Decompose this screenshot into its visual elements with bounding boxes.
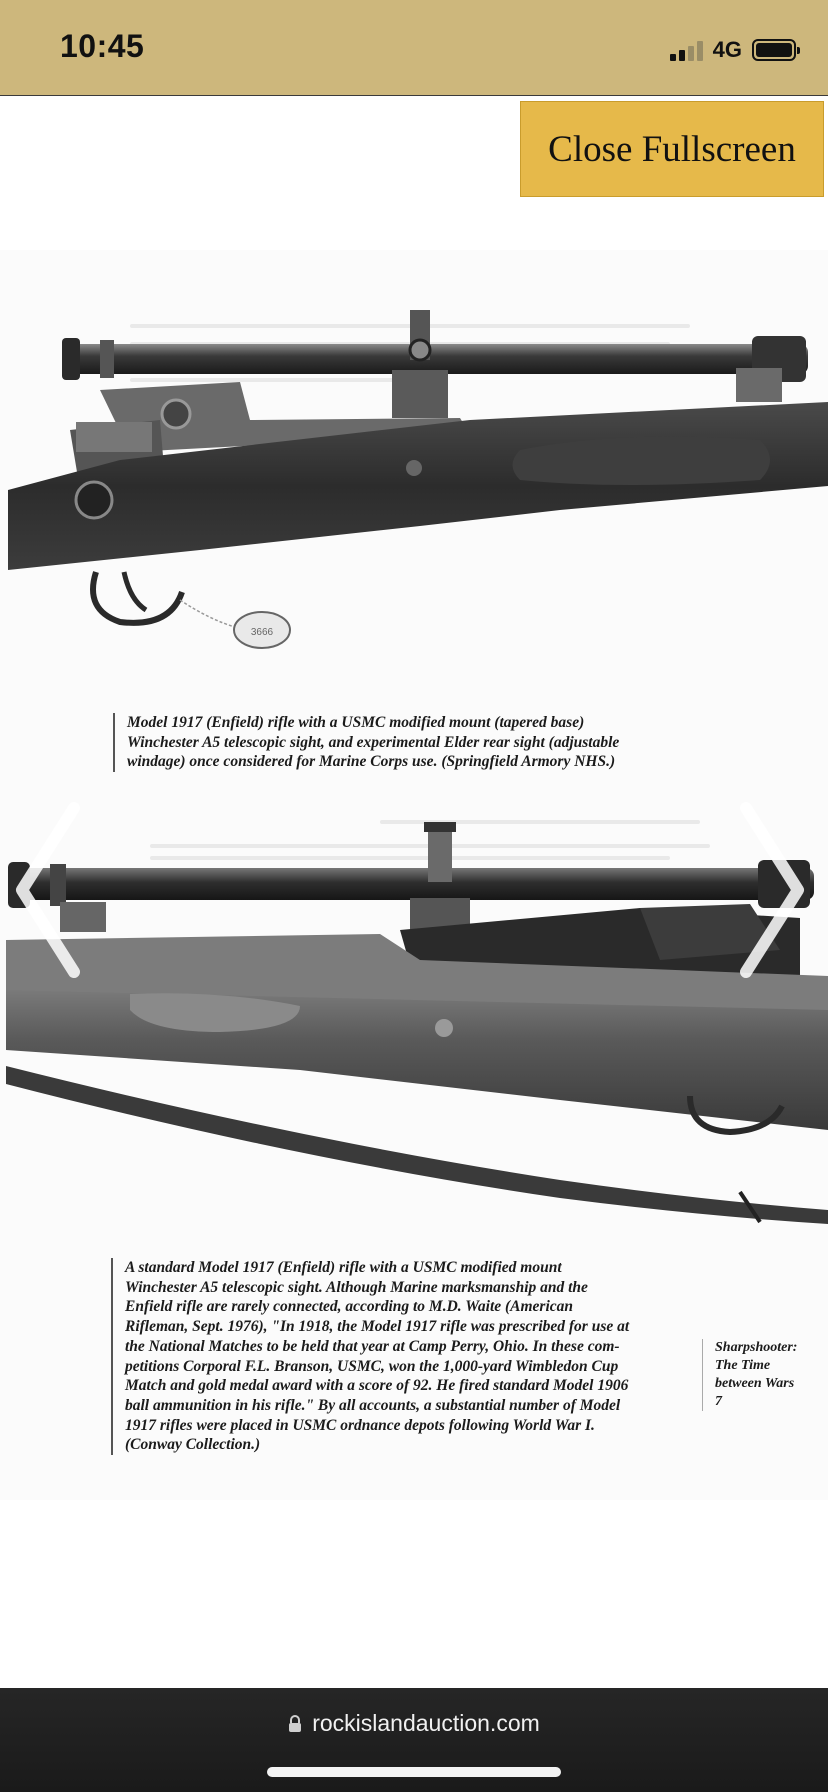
caption-2-line: Winchester A5 telescopic sight. Although Marine marksmanship and the bbox=[125, 1278, 588, 1296]
caption-2-line: Match and gold medal award with a score of 92. He fired standard Model 1906 bbox=[125, 1377, 629, 1395]
caption-1-line: Winchester A5 telescopic sight, and experimental Elder rear sight (adjustable bbox=[127, 733, 620, 751]
next-arrow-icon[interactable] bbox=[738, 800, 808, 980]
side-note-line: The Time bbox=[715, 1358, 771, 1373]
rifle-photo-1 bbox=[0, 310, 828, 730]
rifle-photo-2 bbox=[0, 810, 828, 1230]
status-time: 10:45 bbox=[60, 28, 145, 64]
rifle-tag-text: 3666 bbox=[250, 627, 274, 638]
side-note-line: between Wars bbox=[715, 1376, 795, 1391]
url-text: rockislandauction.com bbox=[312, 1710, 540, 1736]
home-indicator[interactable] bbox=[267, 1767, 561, 1777]
status-bar bbox=[0, 0, 828, 96]
caption-1 bbox=[113, 713, 703, 772]
caption-2-line: A standard Model 1917 (Enfield) rifle with a USMC modified mount bbox=[125, 1259, 562, 1276]
caption-1-line: Model 1917 (Enfield) rifle with a USMC modified mount (tapered base) bbox=[127, 714, 585, 731]
side-note-line: Sharpshooter: bbox=[715, 1340, 798, 1355]
previous-arrow-icon[interactable] bbox=[12, 800, 82, 980]
address-bar[interactable] bbox=[0, 1710, 828, 1737]
lock-icon bbox=[288, 1715, 302, 1733]
caption-2-line: the National Matches to be held that year at Camp Perry, Ohio. In these com- bbox=[125, 1337, 620, 1355]
network-type: 4G bbox=[712, 37, 742, 62]
caption-2-line: Rifleman, Sept. 1976), "In 1918, the Model 1917 rifle was prescribed for use at bbox=[125, 1318, 630, 1336]
caption-2-line: ball ammunition in his rifle." By all accounts, a substantial number of Model bbox=[125, 1396, 621, 1414]
caption-2-line: (Conway Collection.) bbox=[125, 1436, 261, 1454]
caption-2-line: petitions Corporal F.L. Branson, USMC, won the 1,000-yard Wimbledon Cup bbox=[125, 1357, 619, 1375]
caption-2-line: 1917 rifles were placed in USMC ordnance depots following World War I. bbox=[125, 1416, 595, 1434]
status-indicators bbox=[670, 36, 796, 64]
caption-1-line: windage) once considered for Marine Corps use. (Springfield Armory NHS.) bbox=[127, 753, 616, 770]
document-image bbox=[0, 250, 828, 1500]
browser-bottom-bar bbox=[0, 1688, 828, 1792]
cellular-signal-icon bbox=[670, 39, 703, 61]
caption-2 bbox=[111, 1258, 691, 1455]
page-number: 7 bbox=[715, 1394, 722, 1409]
battery-icon bbox=[752, 39, 796, 61]
page-side-note bbox=[702, 1339, 812, 1411]
close-fullscreen-button[interactable]: Close Fullscreen bbox=[520, 101, 824, 197]
caption-2-line: Enfield rifle are rarely connected, according to M.D. Waite (American bbox=[125, 1298, 574, 1316]
